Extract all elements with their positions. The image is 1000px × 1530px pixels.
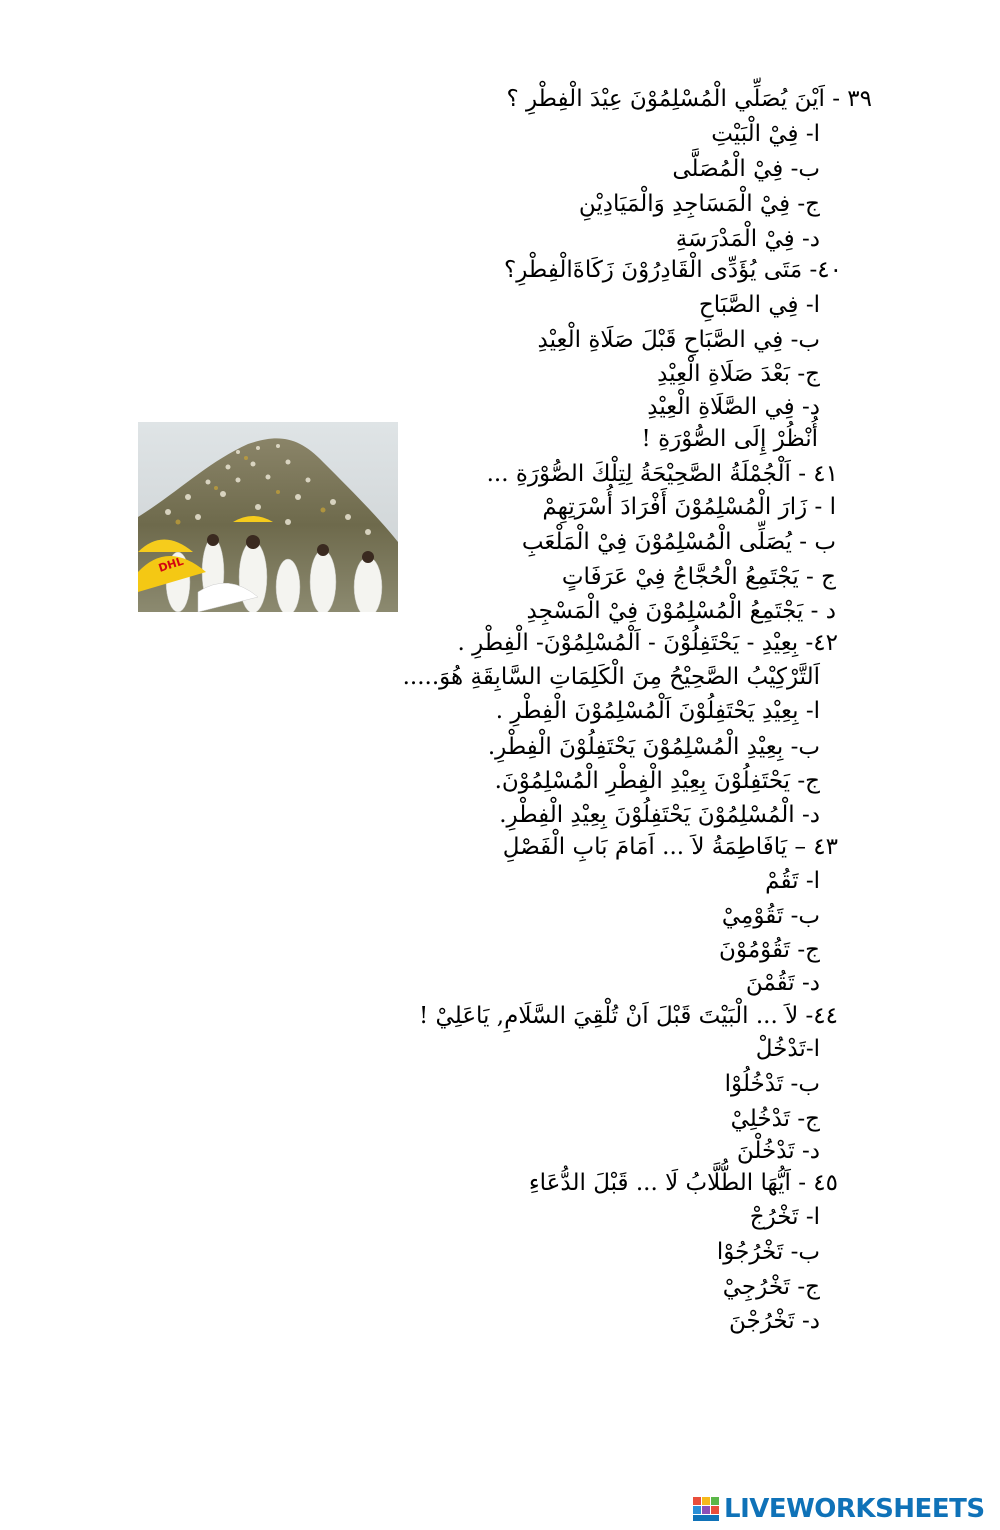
question-44-option-d[interactable]: د- تَدْخُلْنَ (736, 1138, 820, 1164)
question-43-option-b[interactable]: ب- تَقُوْمِيْ (721, 903, 820, 929)
pilgrims-mount-arafat-photo (138, 422, 398, 612)
umbrella-dhl-text: DHL (156, 554, 186, 575)
question-43-option-a[interactable]: ا- تَقُمْ (765, 868, 820, 894)
look-at-picture-instruction: أُنْظُرْ إِلَى الصُّوْرَةِ ! (641, 426, 818, 452)
question-39-option-c[interactable]: ج- فِيْ الْمَسَاجِدِ وَالْمَيَادِيْنِ (578, 191, 820, 217)
question-40-option-a[interactable]: ا- فِي الصَّبَاحِ (698, 292, 820, 318)
question-39-option-b[interactable]: ب- فِيْ الْمُصَلَّى (672, 156, 820, 182)
question-41-title: ٤١ - اَلْجُمْلَةُ الصَّحِيْحَةُ لِتِلْكَ الصُّوْرَةِ ... (486, 461, 838, 487)
question-39-title: ٣٩ - اَيْنَ يُصَلِّي الْمُسْلِمُوْنَ عِيْدَ الْفِطْرِ ؟ (506, 86, 872, 112)
question-42-option-a[interactable]: ا- بِعِيْدِ يَحْتَفِلُوْنَ اَلْمُسْلِمُوْنَ الْفِطْرِ . (495, 698, 820, 724)
question-45-option-a[interactable]: ا- تَخْرُجْ (749, 1204, 820, 1230)
question-42-option-b[interactable]: ب- بِعِيْدِ الْمُسْلِمُوْنَ يَحْتَفِلُوْنَ الْفِطْرِ. (487, 734, 820, 760)
question-44-title: ٤٤- لاَ ... الْبَيْتَ قَبْلَ اَنْ تُلْقِيَ السَّلَامِ, يَاعَلِيْ ! (418, 1003, 838, 1029)
question-41-option-d[interactable]: د - يَجْتَمِعُ الْمُسْلِمُوْنَ فِيْ الْمَسْجِدِ (526, 598, 836, 624)
question-43-option-c[interactable]: ج- تَقُوْمُوْنَ (719, 937, 820, 963)
question-41-option-a[interactable]: ا - زَارَ الْمُسْلِمُوْنَ أَفْرَادَ أُسْرَتِهِمْ (542, 494, 836, 520)
liveworksheets-logo[interactable] (692, 1494, 985, 1524)
question-42-subtitle: اَلتَّرْكِيْبُ الصَّحِيْحُ مِنَ الْكَلِمَاتِ السَّابِقَةِ هُوَ..... (402, 664, 820, 690)
question-44-option-c[interactable]: ج- تَدْخُلِيْ (730, 1106, 820, 1132)
question-40-title: ٤٠- مَتَى يُؤَدِّى الْقَادِرُوْنَ زَكَاةَالْفِطْرِ؟ (504, 257, 842, 283)
question-45-option-b[interactable]: ب- تَخْرُجُوْا (716, 1239, 820, 1265)
question-42-option-c[interactable]: ج- يَحْتَفِلُوْنَ بِعِيْدِ الْفِطْرِ الْمُسْلِمُوْنَ. (494, 768, 820, 794)
question-39-option-d[interactable]: د- فِيْ الْمَدْرَسَةِ (675, 226, 820, 252)
question-43-title: ٤٣ – يَافَاطِمَةُ لاَ ... اَمَامَ بَابِ الْفَصْلِ (502, 834, 838, 860)
question-42-title: ٤٢- بِعِيْدِ - يَحْتَفِلُوْنَ - اَلْمُسْلِمُوْنَ- الْفِطْرِ . (457, 630, 838, 656)
question-45-option-c[interactable]: ج- تَخْرُجِيْ (722, 1274, 820, 1300)
question-44-option-b[interactable]: ب- تَدْخُلُوْا (724, 1071, 820, 1097)
question-45-title: ٤٥ - اَيُّهَا الطُّلَّابُ لَا ... قَبْلَ الدُّعَاءِ (528, 1170, 838, 1196)
question-41-option-b[interactable]: ب - يُصَلِّى الْمُسْلِمُوْنَ فِيْ الْمَلْعَبِ (521, 529, 836, 555)
question-40-option-c[interactable]: ج- بَعْدَ صَلَاةِ الْعِيْدِ (657, 361, 820, 387)
liveworksheets-logo-icon (692, 1496, 720, 1522)
question-44-option-a[interactable]: ا-تَدْخُلْ (755, 1036, 820, 1062)
liveworksheets-brand-text: LIVEWORKSHEETS (724, 1494, 985, 1524)
photo-illustration (138, 422, 398, 612)
question-41-option-c[interactable]: ج - يَجْتَمِعُ الْحُجَّاجُ فِيْ عَرَفَاتٍ (561, 564, 836, 590)
question-42-option-d[interactable]: د- الْمُسْلِمُوْنَ يَحْتَفِلُوْنَ بِعِيْدِ الْفِطْرِ. (499, 802, 820, 828)
question-40-option-b[interactable]: ب- فِي الصَّبَاحِ قَبْلَ صَلَاةِ الْعِيْدِ (537, 327, 820, 353)
question-39-option-a[interactable]: ا- فِيْ الْبَيْتِ (711, 121, 820, 147)
question-45-option-d[interactable]: د- تَخْرُجْنَ (729, 1308, 820, 1334)
question-43-option-d[interactable]: د- تَقُمْنَ (745, 970, 820, 996)
question-40-option-d[interactable]: د- فِي الصَّلَاةِ الْعِيْدِ (647, 394, 820, 420)
